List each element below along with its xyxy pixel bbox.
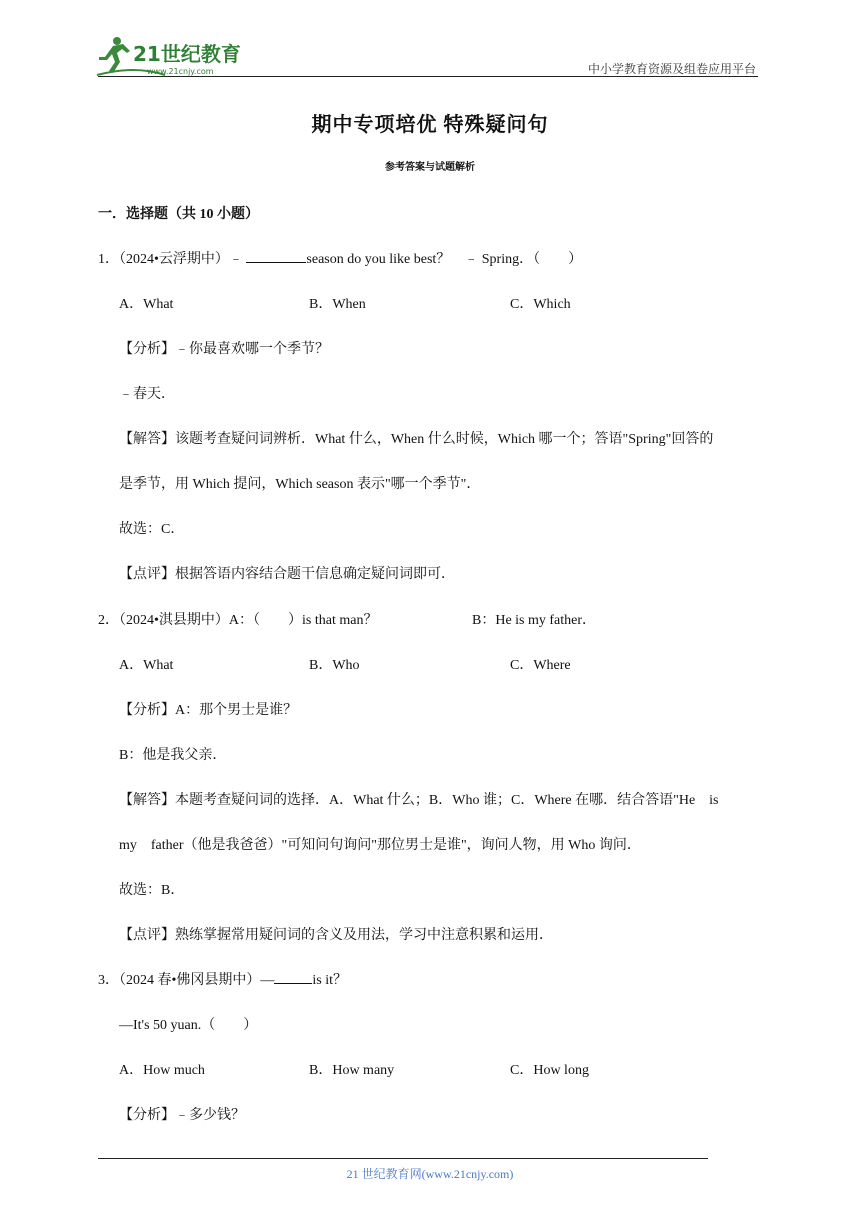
q2-option-c: C．Where [510, 658, 571, 673]
page-subtitle: 参考答案与试题解析 [385, 162, 475, 173]
footer-link[interactable]: 21 世纪教育网(www.21cnjy.com) [346, 1167, 514, 1181]
q2-choice: 故选：B． [119, 883, 185, 898]
page-title: 期中专项培优 特殊疑问句 [311, 114, 549, 136]
q1-analysis-2: ﹣春天． [119, 387, 175, 402]
logo-text: 21世纪教育 [133, 42, 241, 66]
logo-url: www.21cnjy.com [147, 67, 214, 76]
site-logo [95, 35, 255, 79]
question-1-suffix: season do you like best？ ﹣ Spring．（ ） [306, 252, 583, 267]
q2-option-a: A．What [119, 658, 174, 673]
question-1-prefix: 1．（2024•云浮期中）﹣ [98, 252, 247, 267]
answer-blank [274, 969, 312, 984]
q3-analysis: 【分析】﹣多少钱？ [119, 1108, 245, 1123]
answer-blank [246, 248, 306, 263]
q2-option-b: B．Who [309, 658, 360, 673]
q1-choice: 故选：C． [119, 522, 185, 537]
q1-analysis: 【分析】﹣你最喜欢哪一个季节？ [119, 342, 329, 357]
q2-analysis: 【分析】A：那个男士是谁？ [119, 703, 298, 718]
section-title: 一．选择题（共 10 小题） [98, 207, 259, 222]
q3-option-b: B．How many [309, 1063, 395, 1078]
question-1-stem [98, 248, 582, 268]
q2-analysis-2: B：他是我父亲． [119, 748, 227, 763]
q1-option-a: A．What [119, 297, 174, 312]
q1-comment: 【点评】根据答语内容结合题干信息确定疑问词即可． [119, 567, 455, 582]
question-2-stem-a: 2．（2024•淇县期中）A：（ ）is that man？ [98, 613, 378, 628]
q1-answer-2: 是季节，用 Which 提问，Which season 表示"哪一个季节"． [119, 477, 481, 492]
footer-divider [98, 1158, 708, 1159]
q1-option-c: C．Which [510, 297, 571, 312]
question-3-suffix: is it？ [312, 973, 348, 988]
question-2-stem-b: B：He is my father． [472, 613, 597, 628]
q1-answer: 【解答】该题考查疑问词辨析．What 什么，When 什么时候，Which 哪一个；答语"Spring"回答的 [119, 432, 714, 447]
q2-answer-2: my father（他是我爸爸）"可知问句询问"那位男士是谁"，询问人物，用 Who 询问． [119, 838, 641, 853]
question-3-prefix: 3．（2024 春•佛冈县期中）— [98, 973, 275, 988]
q3-option-c: C．How long [510, 1063, 589, 1078]
question-3-stem [98, 969, 347, 989]
q2-answer: 【解答】本题考查疑问词的选择．A．What 什么；B．Who 谁；C．Where 在哪．结合答语"He is [119, 793, 719, 808]
header-divider [98, 76, 758, 77]
question-3-reply: —It's 50 yuan.（ ） [119, 1018, 258, 1033]
header-platform-text: 中小学教育资源及组卷应用平台 [587, 62, 756, 76]
runner-icon [99, 37, 130, 73]
q2-comment: 【点评】熟练掌握常用疑问词的含义及用法，学习中注意积累和运用． [119, 928, 553, 943]
q3-option-a: A．How much [119, 1063, 205, 1078]
q1-option-b: B．When [309, 297, 366, 312]
